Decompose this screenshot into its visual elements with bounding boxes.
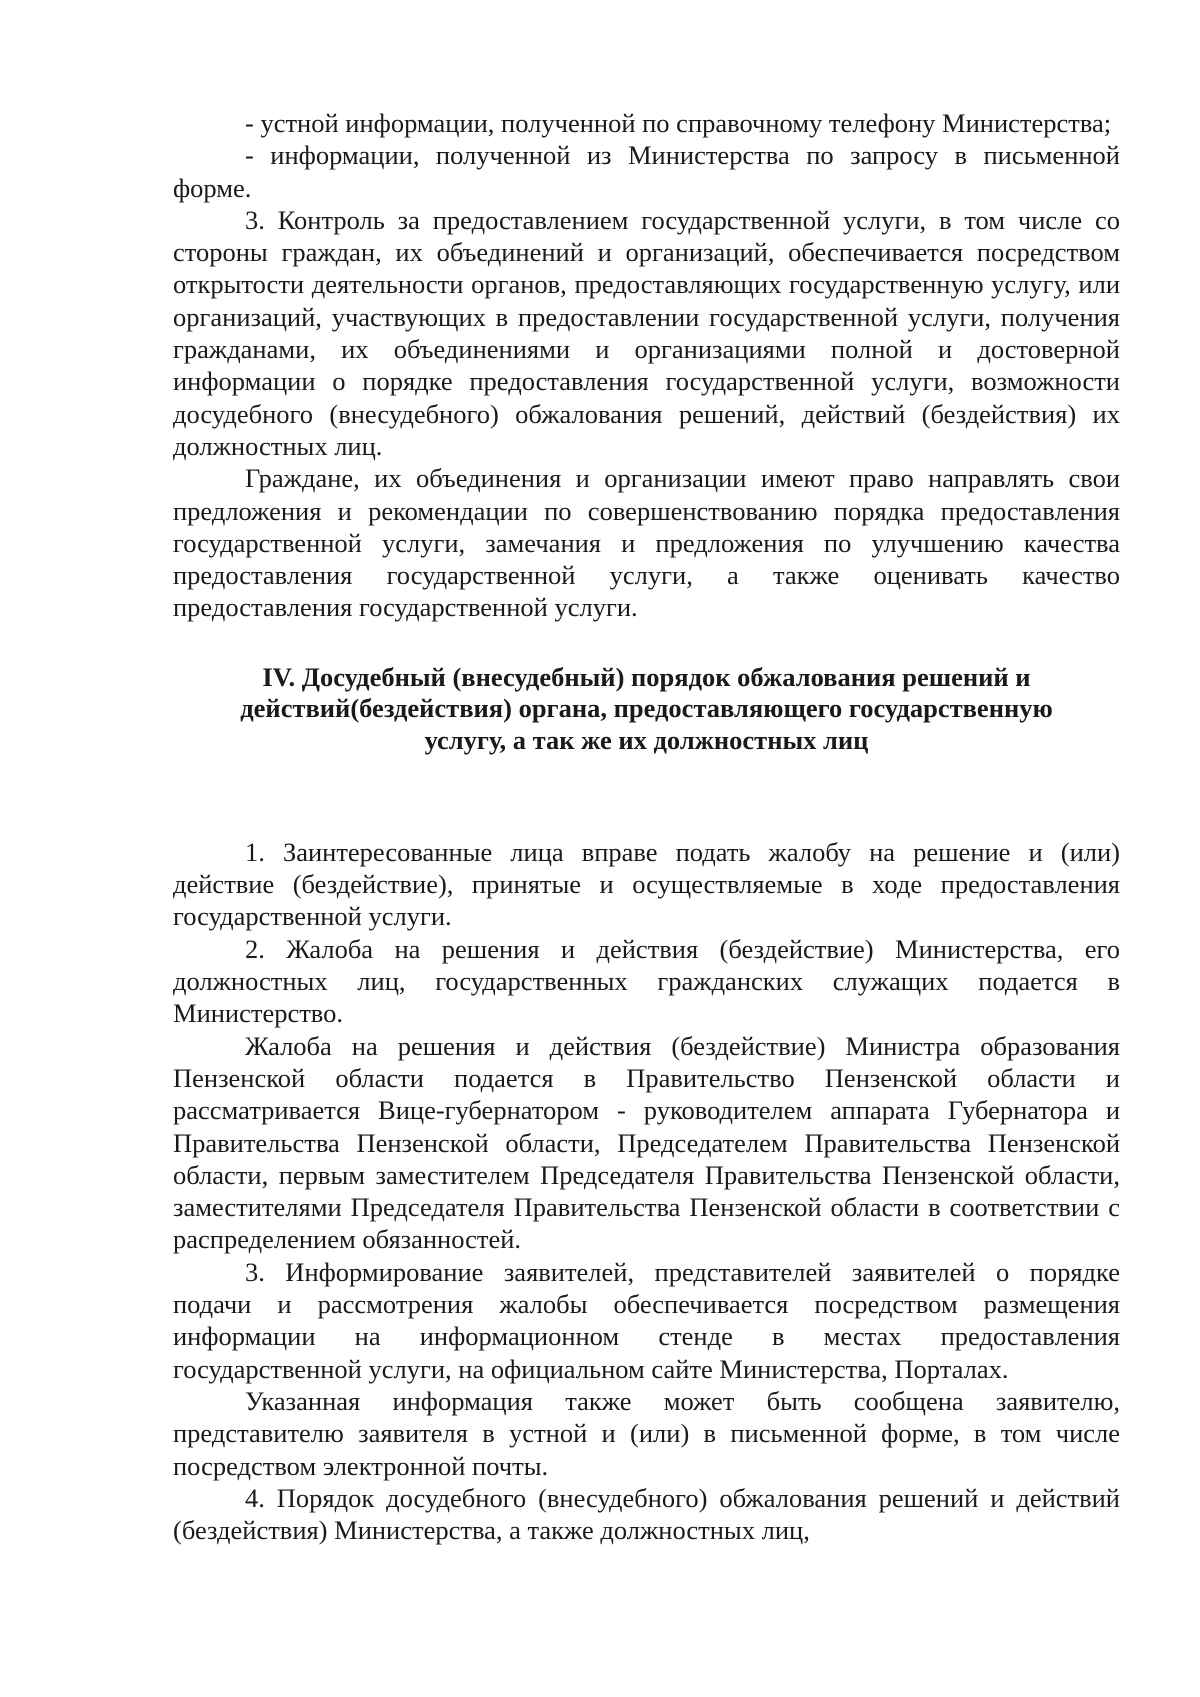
paragraph-item-1: 1. Заинтересованные лица вправе подать жалобу на решение и (или) действие (бездействие), принятые и осуществляемые в ходе предоставления государственной услуги.	[173, 836, 1120, 932]
paragraph-item-3: 3. Информирование заявителей, представителей заявителей о порядке подачи и рассмотрения жалобы обеспечивается посредством размещения информации на информационном стенде в местах предоставления государственной услуги, на официальном сайте Министерства, Порталах.	[173, 1256, 1120, 1384]
paragraph-info-communicated: Указанная информация также может быть сообщена заявителю, представителю заявителя в устной и (или) в письменной форме, в том числе посредством электронной почты.	[173, 1385, 1120, 1481]
paragraph-item-2: 2. Жалоба на решения и действия (бездействие) Министерства, его должностных лиц, государственных гражданских служащих подается в Министерство.	[173, 933, 1120, 1029]
heading-line-2: действий(бездействия) органа, предоставляющего государственную	[240, 693, 1053, 724]
document-page	[173, 107, 1120, 1546]
paragraph-written-info: - информации, полученной из Министерства по запросу в письменной форме.	[173, 140, 1120, 203]
paragraph-citizens-rights: Граждане, их объединения и организации имеют право направлять свои предложения и рекомендации по совершенствованию порядка предоставления государственной услуги, замечания и предложения по улучшению качества предоставления государственной услуги, а также оценивать качество предоставления государственной услуги.	[173, 463, 1120, 623]
heading-line-3: услугу, а так же их должностных лиц	[424, 725, 869, 756]
paragraph-item-4: 4. Порядок досудебного (внесудебного) обжалования решений и действий (бездействия) Министерства, а также должностных лиц,	[173, 1482, 1120, 1546]
spacer	[173, 757, 1120, 836]
heading-line-1: IV. Досудебный (внесудебный) порядок обжалования решений и	[262, 661, 1031, 692]
section-heading-iv	[173, 662, 1120, 757]
paragraph-oral-info: - устной информации, полученной по справочному телефону Министерства;	[245, 108, 1112, 138]
paragraph-minister-complaint: Жалоба на решения и действия (бездействие) Министра образования Пензенской области подается в Правительство Пензенской области и рассматривается Вице-губернатором - руководителем аппарата Губернатора и Правительства Пензенской области, Председателем Правительства Пензенской области, первым заместителем Председателя Правительства Пензенской области, заместителями Председателя Правительства Пензенской области в соответствии с распределением обязанностей.	[173, 1030, 1120, 1255]
paragraph-control-3: 3. Контроль за предоставлением государственной услуги, в том числе со стороны граждан, их объединений и организаций, обеспечивается посредством открытости деятельности органов, предоставляющих государственную услугу, или организаций, участвующих в предоставлении государственной услуги, получения гражданами, их объединениями и организациями полной и достоверной информации о порядке предоставления государственной услуги, возможности досудебного (внесудебного) обжалования решений, действий (бездействия) их должностных лиц.	[173, 204, 1120, 461]
